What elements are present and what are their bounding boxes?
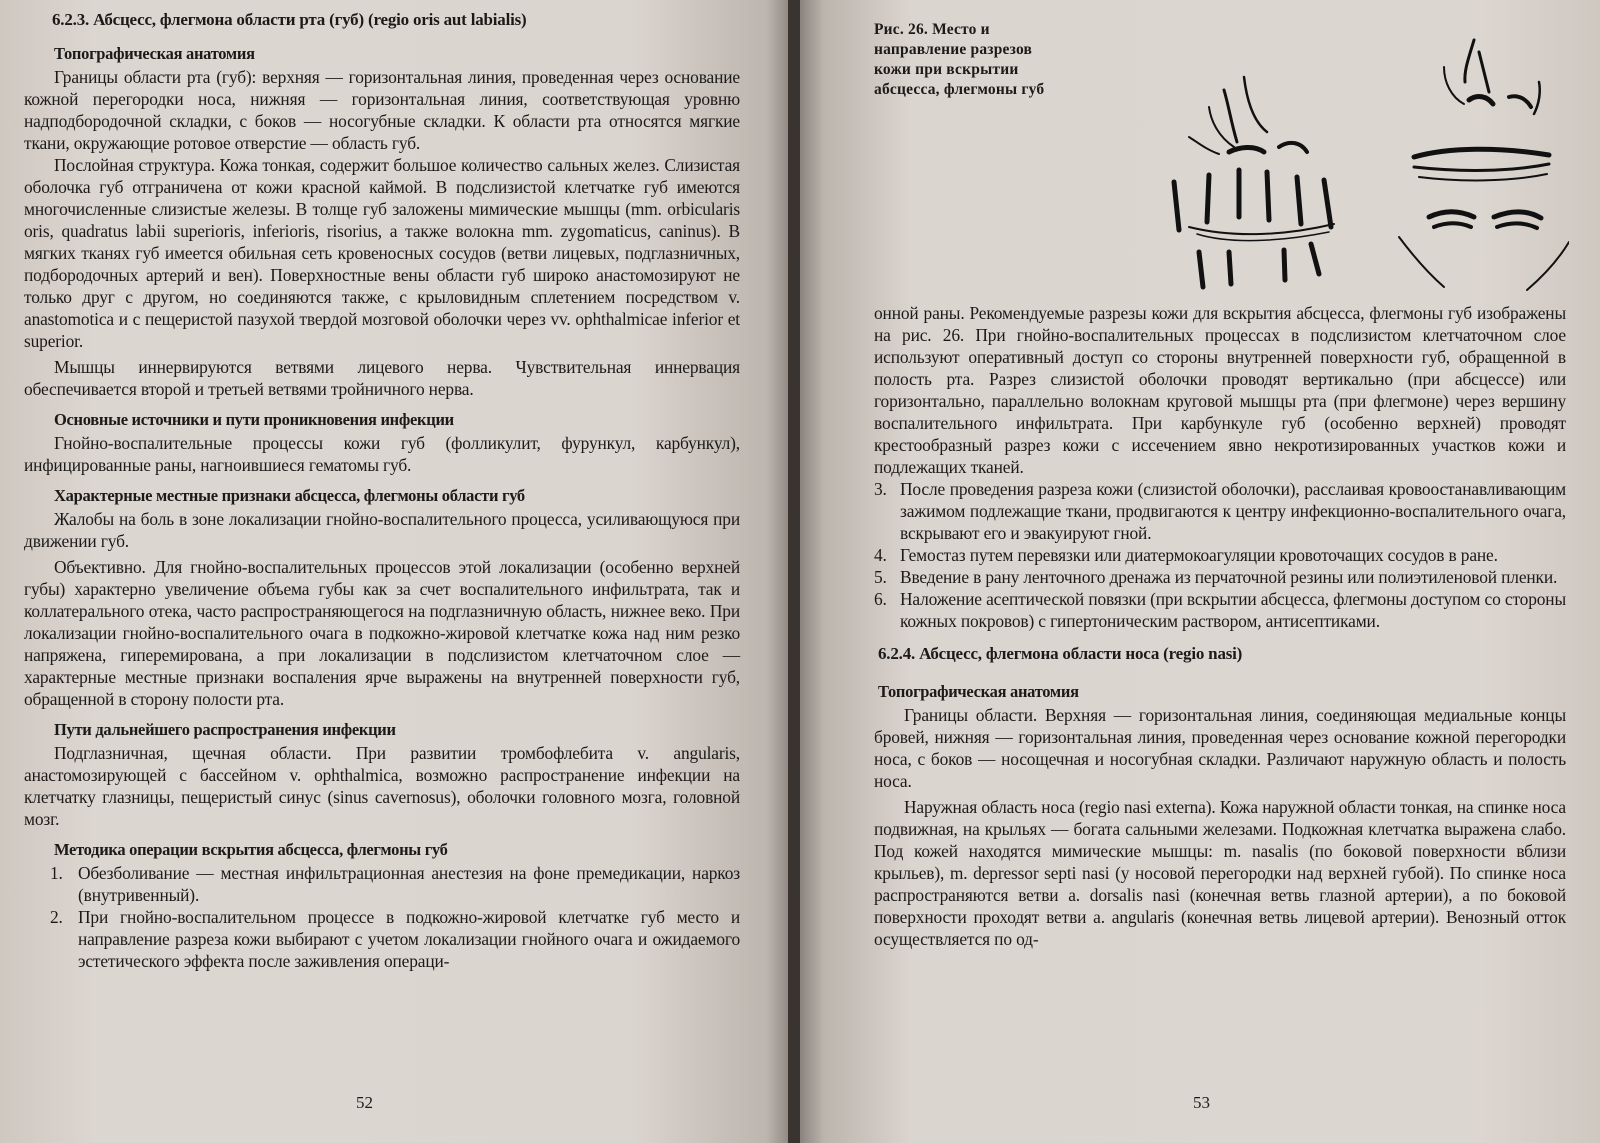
- paragraph-layer-structure: Послойная структура. Кожа тонкая, содержит большое количество сальных желез. Слизистая оболочка губ отграничена от кожи красной каймой. В подслизистой клетчатке губ имеются многочисленные слизистые железы. В толще губ заложены мимические мышцы (mm. orbicularis oris, quadratus labii superioris, inferioris, risorius, а также волокна mm. zygomaticus, caninus). В мягких тканях губ имеется обильная сеть кровеносных сосудов (ветви лицевых, подглазничных, подбородочных артерий и вен). Поверхностные вены области губ широко анастомозируют не только друг с другом, но соединяются также, с крыловидным сплетением посредством v. anastomotica и с пещеристой пазухой твердой мозговой оболочки через vv. ophthalmicae inferior et superior.: [24, 155, 740, 351]
- list-item-text: При гнойно-воспалительном процессе в подкожно-жировой клетчатке губ место и направление разреза кожи выбирают с учетом локализации гнойного очага и ожидаемого эстетического эффекта после заживления операци-: [78, 907, 740, 971]
- page-number-right: 53: [1193, 1093, 1210, 1112]
- paragraph-incision-continuation: онной раны. Рекомендуемые разрезы кожи для вскрытия абсцесса, флегмоны губ изображены на рис. 26. При гнойно-воспалительных процессах в подслизистом клетчаточном слое используют оперативный доступ со стороны внутренней поверхности губ, обращенной в полость рта. Разрез слизистой оболочки проводят вертикально (при абсцессе) или горизонтально, параллельно волокнам круговой мышцы рта (при флегмоне) через вершину воспалительного инфильтрата. При карбункуле губ (особенно верхней) проводят крестообразный разрез кожи с иссечением явно некротизированных участков кожи и подлежащих тканей.: [874, 303, 1566, 477]
- method-list: [24, 862, 740, 972]
- list-item-text: После проведения разреза кожи (слизистой оболочки), расслаивая кровоостанавливающим зажимом подлежащие ткани, продвигаются к центру инфекционно-воспалительного очага, вскрывают его и эвакуируют гной.: [900, 479, 1566, 543]
- list-item: [24, 862, 740, 906]
- heading-topographic-anatomy-nose: Топографическая анатомия: [878, 682, 1079, 701]
- right-page: [800, 0, 1600, 1143]
- left-page: [0, 0, 790, 1143]
- heading-infection-sources: Основные источники и пути проникновения инфекции: [54, 410, 454, 429]
- heading-spread-paths: Пути дальнейшего распространения инфекции: [54, 720, 396, 739]
- paragraph-infection-sources: Гнойно-воспалительные процессы кожи губ (фолликулит, фурункул, карбункул), инфицированные раны, нагноившиеся гематомы губ.: [24, 433, 740, 475]
- section-title-6-2-4: 6.2.4. Абсцесс, флегмона области носа (regio nasi): [878, 644, 1243, 663]
- list-item-number: 4.: [874, 545, 887, 565]
- paragraph-nose-boundaries: Границы области. Верхняя — горизонтальная линия, соединяющая медиальные концы бровей, нижняя — горизонтальная линия, проведенная через основание кожной перегородки носа, с боков — носощечная и носогубная складки. Различают наружную область и полость носа.: [874, 705, 1566, 791]
- list-item-text: Наложение асептической повязки (при вскрытии абсцесса, флегмоны доступом со стороны кожных покровов) с гипертоническим раствором, антисептиками.: [900, 589, 1566, 631]
- figure-caption: Рис. 26. Место и направление разрезов кожи при вскрытии абсцесса, флегмоны губ: [874, 21, 1045, 98]
- paragraph-external-nose: Наружная область носа (regio nasi externa). Кожа наружной области тонкая, на спинке носа подвижная, на крыльях — богата сальными железами. Подкожная клетчатка выражена слабо. Под кожей находятся мимические мышцы: m. nasalis (по боковой поверхности вблизи крыльев), m. depressor septi nasi (у носовой перегородки над верхней губой). По спинке носа распространяются ветви a. dorsalis nasi (конечная ветвь глазной артерии), а по боковой поверхности проходят ветви a. angularis (конечная ветвь лицевой артерии). Венозный отток осуществляется по од-: [874, 797, 1566, 949]
- list-item: [874, 588, 1566, 632]
- heading-topographic-anatomy: Топографическая анатомия: [54, 44, 255, 63]
- paragraph-innervation: Мышцы иннервируются ветвями лицевого нерва. Чувствительная иннервация обеспечивается второй и третьей ветвями тройничного нерва.: [24, 357, 740, 399]
- paragraph-objective: Объективно. Для гнойно-воспалительных процессов этой локализации (особенно верхней губы) характерно увеличение объема губы как за счет воспалительного инфильтрата, так и коллатерального отека, часто распространяющегося на подглазничную область, нижнее веко. При локализации гнойно-воспалительного очага в подкожно-жировой клетчатке кожа над ним резко напряжена, гиперемирована, а при локализации в подслизистом клетчаточном слое — характерные местные признаки воспаления ярче выражены на внутренней поверхности губ, обращенной в сторону полости рта.: [24, 557, 740, 709]
- paragraph-spread: Подглазничная, щечная области. При развитии тромбофлебита v. angularis, анастомозирующей с бассейном v. ophthalmica, возможно распространение инфекции на клетчатку глазницы, пещеристый синус (sinus cavernosus), оболочки головного мозга, головной мозг.: [24, 743, 740, 829]
- list-item-number: 5.: [874, 567, 887, 587]
- figure-26: [874, 12, 1566, 302]
- list-item-number: 6.: [874, 589, 887, 609]
- list-item: [874, 566, 1566, 588]
- section-title-6-2-3: 6.2.3. Абсцесс, флегмона области рта (губ) (regio oris aut labialis): [52, 10, 527, 29]
- paragraph-boundaries: Границы области рта (губ): верхняя — горизонтальная линия, проведенная через основание кожной перегородки носа, нижняя — горизонтальная линия, соответствующая уровню надподбородочной складки, с боков — носогубные складки. К области рта относятся мягкие ткани, окружающие ротовое отверстие — область губ.: [24, 67, 740, 153]
- list-item-number: 1.: [50, 863, 63, 883]
- paragraph-complaints: Жалобы на боль в зоне локализации гнойно-воспалительного процесса, усиливающуюся при движении губ.: [24, 509, 740, 551]
- method-list-continued: [874, 478, 1566, 632]
- list-item: [874, 544, 1566, 566]
- list-item-text: Введение в рану ленточного дренажа из перчаточной резины или полиэтиленовой пленки.: [900, 567, 1558, 587]
- figure-26-illustration: [1079, 12, 1569, 302]
- heading-local-signs: Характерные местные признаки абсцесса, флегмоны области губ: [54, 486, 525, 505]
- list-item-text: Гемостаз путем перевязки или диатермокоагуляции кровоточащих сосудов в ране.: [900, 545, 1498, 565]
- list-item: [874, 478, 1566, 544]
- page-number-left: 52: [356, 1093, 373, 1112]
- heading-operation-method: Методика операции вскрытия абсцесса, флегмоны губ: [54, 840, 448, 859]
- list-item-number: 2.: [50, 907, 63, 927]
- list-item-text: Обезболивание — местная инфильтрационная анестезия на фоне премедикации, наркоз (внутривенный).: [78, 863, 740, 905]
- list-item: [24, 906, 740, 972]
- list-item-number: 3.: [874, 479, 887, 499]
